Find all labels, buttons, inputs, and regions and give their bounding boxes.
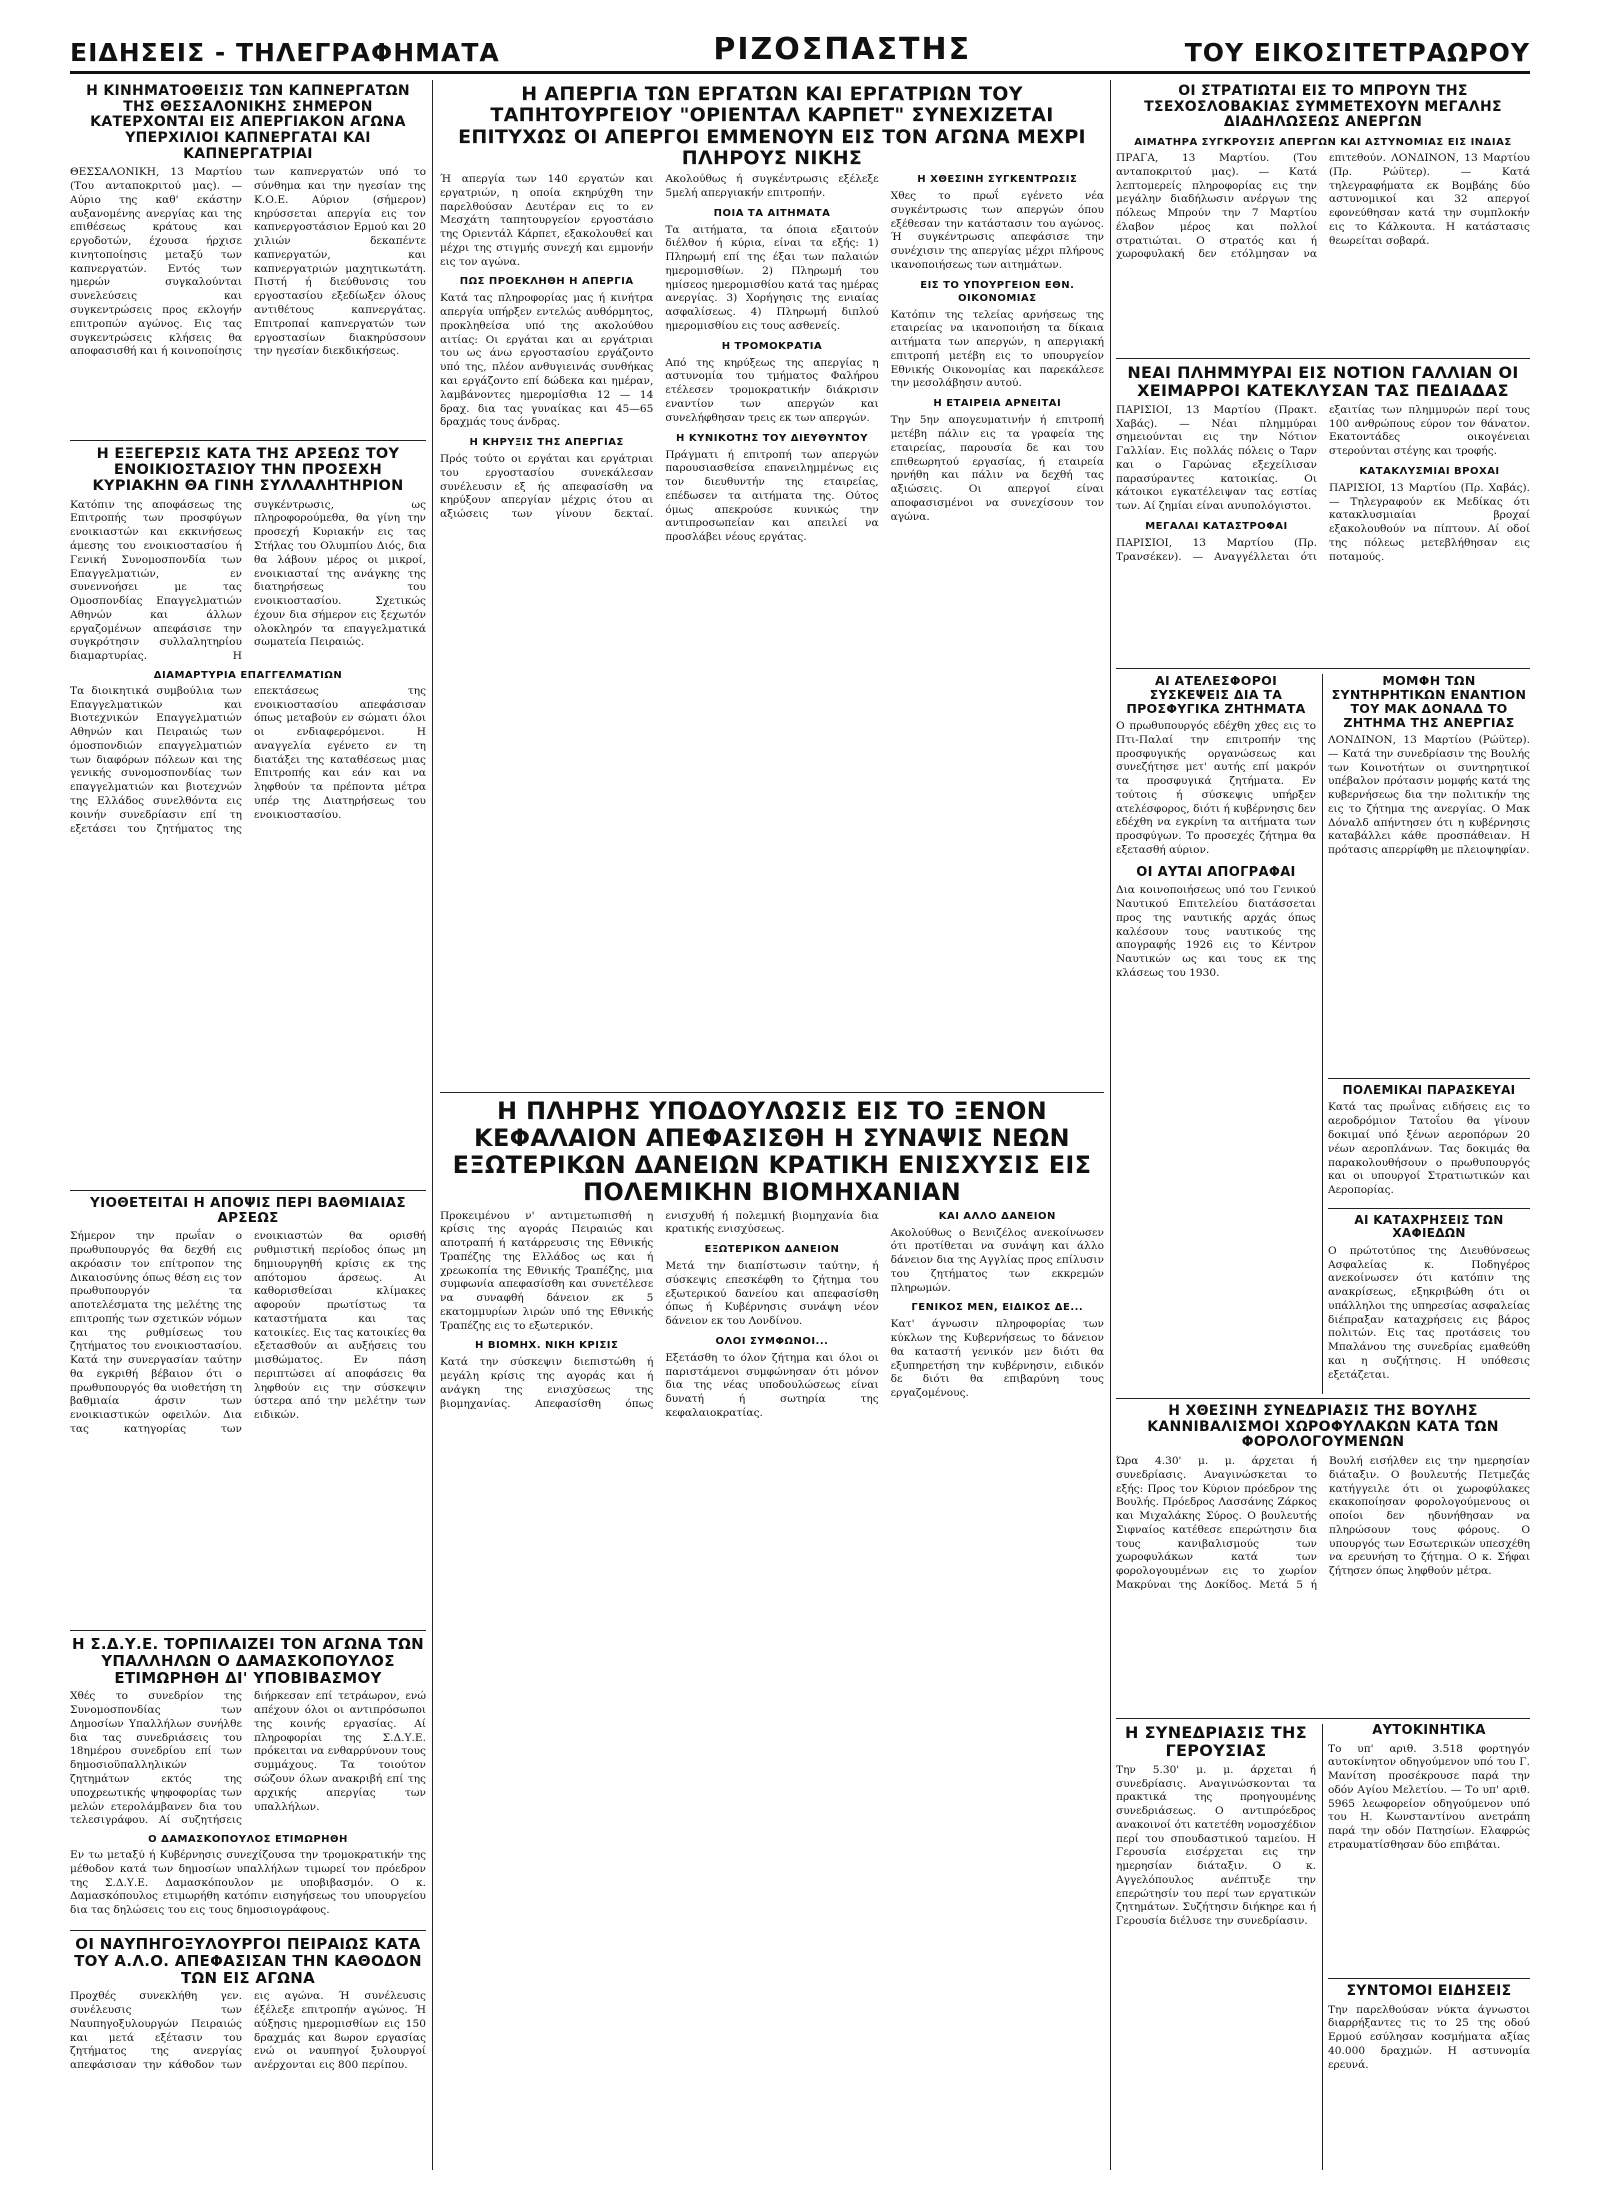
article-polemikai <box>1328 1084 1530 1204</box>
masthead <box>70 34 1530 74</box>
divider <box>70 1190 426 1191</box>
article-plimmyrai <box>1116 364 1530 664</box>
article-momfi <box>1328 674 1530 1074</box>
divider <box>1328 1978 1530 1979</box>
article-body: Εν τω μεταξύ ή Κυβέρνησις συνεχίζουσα την τρομοκρατικήν της μέθοδον κατά των δημοσίων υπαλλήλων τιμωρεί τον πρόεδρον της Σ.Δ.Υ.Ε. Δαμασκόπουλον με υποβιβασμόν. Ο κ. Δαμασκόπουλος ετιμωρήθη κατόπιν εισηγήσεως του υπουργείου δια τας δηλώσεις του εις τους δημοσιογράφους. <box>70 1849 426 1917</box>
headline: ΣΥΝΤΟΜΟΙ ΕΙΔΗΣΕΙΣ <box>1346 1984 1512 1999</box>
article-body: Ώρα 4.30' μ. μ. άρχεται ή συνεδρίασις. Αναγινώσκεται το εξής: Προς τον Κύριον πρόεδρον της Βουλής. Πρόεδρος Λασσάνης Ζάρκος και Μιχαλάκης Σύρος. Ο βουλευτής Σιφναίος κατέθεσε επερώτησιν δια τους κανιβαλισμούς των χωροφυλάκων κατά των φορολογουμένων εις το χωρίον Μακρύναι της Δοκίδος. Μετά 5 ή Βουλή εισήλθεν εις την ημερησίαν διάταξιν. Ο βουλευτής Πετμεζάς κατήγγειλε ότι οι χωροφύλακες εκακοποίησαν φορολογούμενους οι οποίοι δεν ηδυνήθησαν να πληρώσουν τους φόρους. Ο υπουργός των Εσωτερικών υπεσχέθη να ερευνήση το ζήτημα. Ο κ. Σήφαι ζήτησεν όπως ληφθούν μέτρα. <box>1116 1455 1530 1591</box>
article-body: ΠΑΡΙΣΙΟΙ, 13 Μαρτίου (Πρακτ. Χαβάς). — Νέαι πλημμύραι σημειούνται εις την Νότιον Γαλλίαν. Εις πολλάς πόλεις ο Ταρν και ο Γαρώνας εξεχείλισαν παρασύραντες κατοικίας. Οι κάτοικοι εγκατέλειψαν τας εστίας των. Αί ζημίαι είναι ανυπολόγιστοι. ΜΕΓΑΛΑΙ ΚΑΤΑΣΤΡΟΦΑΙ ΠΑΡΙΣΙΟΙ, 13 Μαρτίου (Πρ. Τρανσέκεν). — Αναγγέλλεται ότι εξαιτίας των πλημμυρών περί τους 100 ανθρώπους εύρον τον θάνατον. Εκατοντάδες οικογένειαι στερούνται στέγης και τροφής. ΚΑΤΑΚΛΥΣΜΙΑΙ ΒΡΟΧΑΙ ΠΑΡΙΣΙΟΙ, 13 Μαρτίου (Πρ. Χαβάς). — Τηλεγραφούν εκ Μεδίκας ότι κατακλυσμιαίαι βροχαί εξακολουθούν να πίπτουν. Αί οδοί της πόλεως μετεβλήθησαν εις ποταμούς. <box>1116 403 1530 563</box>
subheading: ΔΙΑΜΑΡΤΥΡΙΑ ΕΠΑΓΓΕΛΜΑΤΙΩΝ <box>153 669 343 681</box>
headline: Η Σ.Δ.Υ.Ε. ΤΟΡΠΙΛΑΙΖΕΙ ΤΟΝ ΑΓΩΝΑ ΤΩΝ ΥΠΑΛΛΗΛΩΝ Ο ΔΑΜΑΣΚΟΠΟΥΛΟΣ ΕΤΙΜΩΡΗΘΗ ΔΙ' ΥΠΟΒΙΒΑΣΜΟΥ <box>72 1636 424 1687</box>
divider <box>1328 1078 1530 1079</box>
column-rule <box>432 80 433 2170</box>
divider <box>70 1930 426 1931</box>
divider <box>1116 1718 1530 1719</box>
article-body: Την 5.30' μ. μ. άρχεται ή συνεδρίασις. Αναγινώσκονται τα πρακτικά της προηγουμένης συνεδριάσεως. Ο αντιπρόεδρος ανακοινοί ότι κατετέθη νομοσχέδιον περί του σπουδαστικού ταμείου. Η Γερουσία εισέρχεται εις την ημερησίαν διάταξιν. Ο κ. Αγγελόπουλος ανέπτυξε την επερώτησίν του περί των εργατικών ζητημάτων. Συζήτησιν διήκηρε και ή Γερουσία διέλυσε την συνεδρίασιν. <box>1116 1763 1316 1928</box>
headline: ΑΙ ΚΑΤΑΧΡΗΣΕΙΣ ΤΩΝ ΧΑΦΙΕΔΩΝ <box>1354 1214 1504 1241</box>
article-body: ΘΕΣΣΑΛΟΝΙΚΗ, 13 Μαρτίου (Του ανταποκριτού μας). — Αύριο της καθ' εκάστην αυξανομένης ανεργίας και της επιθέσεως κράτους και εργοδοτών, έχουσα ήρχισε κινητοποίησις μεταξύ των καπνεργατών. Εντός των ημερών συγκαλούνται συνελεύσεις και συγκεντρώσεις προς εκλογήν επιτροπών αγώνος. Εις τας συγκεντρώσεις κλήσεις θα αποφασισθή και ή κοινοποίησις των καπνεργατών υπό το σύνθημα και την ηγεσίαν της Κ.Ο.Ε. Αύριον (σήμερον) κηρύσσεται απεργία εις τον καπνεργοστάσιον Ερμού και 20 χιλιών δεκαπέντε καπνεργατών, και καπνεργατριών μαχητικωτάτη. Πιστή ή διεύθυνσις του εργοστασίου εξεδίωξεν όλους αντιθέτους καπνεργάτας. Επιτροπαί καπνεργατών των εργοστασίων διακηρύσσουν την ηγεσίαν διεκδικήσεως. <box>70 166 426 358</box>
headline: Η ΕΞΕΓΕΡΣΙΣ ΚΑΤΑ ΤΗΣ ΑΡΣΕΩΣ ΤΟΥ ΕΝΟΙΚΙΟΣΤΑΣΙΟΥ ΤΗΝ ΠΡΟΣΕΧΗ ΚΥΡΙΑΚΗΝ ΘΑ ΓΙΝΗ ΣΥΛΛΑΛΗΤΗΡΙΟΝ <box>92 446 404 495</box>
headline: ΥΙΟΘΕΤΕΙΤΑΙ Η ΑΠΟΨΙΣ ΠΕΡΙ ΒΑΘΜΙΑΙΑΣ ΑΡΣΕΩΣ <box>90 1196 406 1227</box>
headline: ΜΟΜΦΗ ΤΩΝ ΣΥΝΤΗΡΗΤΙΚΩΝ ΕΝΑΝΤΙΟΝ ΤΟΥ ΜΑΚ ΔΟΝΑΛΔ ΤΟ ΖΗΤΗΜΑ ΤΗΣ ΑΝΕΡΓΙΑΣ <box>1331 674 1527 730</box>
article-body: Την παρελθούσαν νύκτα άγνωστοι διαρρήξαντες τις το 25 της οδού Ερμού εσύλησαν κοσμήματα αξίας 40.000 δραχμών. Η αστυνομία ερευνά. <box>1328 2003 1530 2071</box>
divider <box>440 1092 1104 1093</box>
article-aftokinitika <box>1328 1724 1530 1974</box>
article-body: ΠΡΑΓΑ, 13 Μαρτίου. (Του ανταποκριτού μας). — Κατά λεπτομερείς πληροφορίας εις την μεγάλην διαδήλωσιν ανέργων της πόλεως Μπρούν την 7 Μαρτίου έλαβον μέρος και πολλοί στρατιώται. Ο στρατός και ή χωροφυλακή δεν ετόλμησαν να επιτεθούν. ΛΟΝΔΙΝΟΝ, 13 Μαρτίου (Πρ. Ρώϋτερ). — Κατά τηλεγραφήματα εκ Βομβάης δύο αστυνομικοί και 32 απεργοί εφονεύθησαν κατά την συμπλοκήν εις το Κάλκουτα. Η κατάστασις θεωρείται σοβαρά. <box>1116 152 1530 261</box>
article-xthesini <box>1116 1404 1530 1714</box>
article-gerousia <box>1116 1724 1316 2170</box>
article-body: ΛΟΝΔΙΝΟΝ, 13 Μαρτίου (Ρώϋτερ). — Κατά την συνεδρίασιν της Βουλής των Κοινοτήτων οι συντηρητικοί υπέβαλον πρότασιν μομφής κατά της κυβερνήσεως δια την πολιτικήν της εις το ζήτημα της ανεργίας. Ο Μακ Δόναλδ απήντησεν ότι η κυβέρνησις καταβάλλει κάθε προσπάθειαν. Η πρότασις απερρίφθη με πλειοψηφίαν. <box>1328 734 1530 857</box>
article-ypodoulosis <box>440 1098 1104 2170</box>
article-body: Δια κοινοποιήσεως υπό του Γενικού Ναυτικού Επιτελείου διατάσσεται προς της ναυτικής αρχάς όπως καλέσουν τους ναυτικούς της απογραφής 1926 εις το Κέντρον Ναυτικών ως και τους εκ της κλάσεως του 1930. <box>1116 884 1316 979</box>
article-nafpigoxylourgoi <box>70 1936 426 2170</box>
article-body: Προχθές συνεκλήθη γεν. συνέλευσις των Ναυπηγοξυλουργών Πειραιώς και μετά εξέτασιν του ζητήματος της ανεργίας απεφάσισαν την κάθοδον των εις αγώνα. Ή συνέλευσις έξέλεξε επιτροπήν αγώνος. Ή αύξησις ημερομισθίων εις 150 δραχμάς και 8ωρον εργασίας ενώ οι ναυπηγοί ξυλουργοί ανέρχονται εις 800 περίπου. <box>70 1990 426 2072</box>
headline: ΟΙ ΣΤΡΑΤΙΩΤΑΙ ΕΙΣ ΤΟ ΜΠΡΟΥΝ ΤΗΣ ΤΣΕΧΟΣΛΟΒΑΚΙΑΣ ΣΥΜΜΕΤΕΧΟΥΝ ΜΕΓΑΛΗΣ ΔΙΑΔΗΛΩΣΕΩΣ ΑΝΕΡΓΩΝ <box>1144 84 1502 131</box>
article-body: Προκειμένου ν' αντιμετωπισθή η κρίσις της αγοράς Πειραιώς και αποτραπή ή κατάρρευσις της Εθνικής Τραπέζης της Ελλάδος ως και ή χρεωκοπία της Εθνικής Τραπέζης, μια συμφωνία απεφασίσθη και συνετέλεσε να συναφθή δάνειον εκ 5 εκατομμυρίων λιρών υπό της Εθνικής Τραπέζης εις το εξωτερικόν. Η ΒΙΟΜΗΧ. ΝΙΚΗ ΚΡΙΣΙΣ Κατά την σύσκεψιν διεπιστώθη ή μεγάλη κρίσις της αγοράς και ή ανάγκη της ενισχύσεως της βιομηχανίας. Απεφασίσθη όπως ενισχυθή ή πολεμική βιομηχανία δια κρατικής ενισχύσεως. ΕΞΩΤΕΡΙΚΟΝ ΔΑΝΕΙΟΝ Μετά την διαπίστωσιν ταύτην, ή σύσκεψις επεσκέφθη το ζήτημα του εξωτερικού δανείου και απεφασίσθη όπως ή Κυβέρνησις συνάψη νέον δάνειον εκ του Λονδίνου. ΟΛΟΙ ΣΥΜΦΩΝΟΙ... Εξετάσθη το όλον ζήτημα και όλοι οι παριστάμενοι συμφώνησαν ότι μόνον δια της νέας υποδουλώσεως είναι δυνατή ή σωτηρία της κεφαλαιοκρατίας. ΚΑΙ ΑΛΛΟ ΔΑΝΕΙΟΝ Ακολούθως ο Βενιζέλος ανεκοίνωσεν ότι προτίθεται να συνάψη και άλλο δάνειον δια της Αγγλίας προς επίλυσιν του ζητήματος των εκκρεμών πληρωμών. ΓΕΝΙΚΟΣ ΜΕΝ, ΕΙΔΙΚΟΣ ΔΕ... Κατ' άγνωσιν πληροφορίας των κύκλων της Κυβερνήσεως το δάνειον θα καταστή γενικόν μεν διότι θα εξυπηρετήση την κυβέρνησιν, ειδικόν δε διότι θα επιβαρύνη τους εργαζομένους. <box>440 1209 1104 1419</box>
newspaper-page <box>70 80 1530 2170</box>
article-body: Ο πρώτοτύπος της Διευθύνσεως Ασφαλείας κ. Ποδηγέρος ανεκοίνωσεν ότι κατόπιν της ανακρίσεως, εξηκριβώθη ότι οι υπάλληλοι της υπηρεσίας ασφαλείας διέπραξαν καταχρήσεις εις βάρος πολιτών. Εις τας προτάσεις του Μπαλάνου της συνεδρίας εμαθεύθη και η συζήτησις. Η υπόθεσις εξετάζεται. <box>1328 1244 1530 1381</box>
divider <box>1116 1398 1530 1399</box>
headline: Η ΧΘΕΣΙΝΗ ΣΥΝΕΔΡΙΑΣΙΣ ΤΗΣ ΒΟΥΛΗΣ ΚΑΝΝΙΒΑΛΙΣΜΟΙ ΧΩΡΟΦΥΛΑΚΩΝ ΚΑΤΑ ΤΩΝ ΦΟΡΟΛΟΓΟΥΜΕΝΩΝ <box>1147 1404 1499 1451</box>
article-body: Ή απεργία των 140 εργατών και εργατριών, η οποία εκηρύχθη την παρελθούσαν Δευτέραν εις το εν Μεσχάτη ταπητουργείον εργοστάσιο της Οριεντάλ Κάρπετ, εξακολουθεί και μέχρι της στιγμής συνεχή και εμμονήν εις τον αγώνα. ΠΩΣ ΠΡΟΕΚΛΗΘΗ Η ΑΠΕΡΓΙΑ Κατά τας πληροφορίας μας ή κινήτρα απεργία υπήρξεν εντελώς αυθόρμητος, προκληθείσα υπό της ακολούθου αιτίας: Οι εργάται και αι εργάτριαι του ως άνω εργοστασίου εργάζοντο υπό της, πλέον ανθυγιεινάς συνθήκας και εργάζοντο επί δώδεκα και ημέραν, λαμβάνοντες ημερομίσθια 12 — 14 δραχ. δια τας γυναίκας και 45—65 δραχμάς τους άνδρας. Η ΚΗΡΥΞΙΣ ΤΗΣ ΑΠΕΡΓΙΑΣ Πρός τούτο οι εργάται και εργάτριαι του εργοστασίου συνεκάλεσαν συνέλευσιν εξ ής απεφασίσθη να κηρύξουν απεργίαν μέχρις ότου αι αξιώσεις των γίνουν δεκταί. Ακολούθως ή συγκέντρωσις εξέλεξε 5μελή απεργιακήν επιτροπήν. ΠΟΙΑ ΤΑ ΑΙΤΗΜΑΤΑ Τα αιτήματα, τα όποια εξαιτούν διέλθον ή κύρια, είναι τα εξής: 1) Πληρωμή επί της έξαι των παλαιών ημερομισθίων. 2) Πληρωμή του ημίσεος ημερομισθίου κατά τας ημέρας ανεργίας. 3) Χορήγησις της ενιαίας ασφαλίσεως. 4) Πληρωμή διπλού ημερομισθίου εις τους ασθενείς. Η ΤΡΟΜΟΚΡΑΤΙΑ Από της κηρύξεως της απεργίας η αστυνομία του τμήματος Φαλήρου ετέλεσεν τρομοκρατικήν διάκρισιν εναντίον των απεργών και συνελήφθησαν τρεις εκ των απεργών. Η ΚΥΝΙΚΟΤΗΣ ΤΟΥ ΔΙΕΥΘΥΝΤΟΥ Πράγματι ή επιτροπή των απεργών παρουσιασθείσα επανειλημμένως εις τον διευθυντήν της εταιρείας, επέδωσεν τα αιτήματα της. Ούτος όμως απεκρούσε κυνικώς την αντιπροσωπείαν και απειλεί να προσλάβει νέους εργάτας. Η ΧΘΕΣΙΝΗ ΣΥΓΚΕΝΤΡΩΣΙΣ Χθες το πρωΐ εγένετο νέα συγκέντρωσις των απεργών όπου εξέθεσαν την κατάστασιν του αγώνος. Ή συγκέντρωσις απεφάσισε την συνέχισιν της απεργίας μέχρι πλήρους ικανοποιήσεως των αιτημάτων. ΕΙΣ ΤΟ ΥΠΟΥΡΓΕΙΟΝ ΕΘΝ. ΟΙΚΟΝΟΜΙΑΣ Κατόπιν της τελείας αρνήσεως της εταιρείας να ικανοποιήση τα δίκαια αιτήματα των απεργών, η απεργιακή επιτροπή μετέβη εις το υπουργείον Εθνικής Οικονομίας και παρεκάλεσε την μεσολάβησιν αυτού. Η ΕΤΑΙΡΕΙΑ ΑΡΝΕΙΤΑΙ Την 5ην απογευματινήν ή επιτροπή μετέβη πάλιν εις τα γραφεία της εταιρείας, παρουσία δε και του επιθεωρητού εργασίας, ή εταιρεία ηρνήθη και πάλιν να δεχθή τας αξιώσεις. Οι απεργοί είναι αποφασισμένοι να συνεχίσουν τον αγώνα. <box>440 173 1104 544</box>
headline: ΟΙ ΝΑΥΠΗΓΟΞΥΛΟΥΡΓΟΙ ΠΕΙΡΑΙΩΣ ΚΑΤΑ ΤΟΥ Α.Λ.Ο. ΑΠΕΦΑΣΙΣΑΝ ΤΗΝ ΚΑΘΟΔΟΝ ΤΩΝ ΕΙΣ ΑΓΩΝΑ <box>74 1936 422 1987</box>
column-rule <box>1322 1724 1323 2170</box>
column-rule <box>1322 674 1323 1394</box>
headline: ΑΥΤΟΚΙΝΗΤΙΚΑ <box>1372 1724 1486 1738</box>
article-body: Το υπ' αριθ. 3.518 φορτηγόν αυτοκίνητον οδηγούμενον υπό του Γ. Μανίτση προσέκρουσε παρά την οδόν Αγίου Μελετίου. — Το υπ' αριθ. 5965 λεωφορείον οδηγούμενον υπό του Η. Κωνσταντίνου ανετράπη παρά την οδόν Πατησίων. Ελαφρώς ετραυματίσθησαν δύο επιβάται. <box>1328 1742 1530 1851</box>
divider <box>1328 1208 1530 1209</box>
divider <box>1116 668 1530 669</box>
article-body: Κατόπιν της αποφάσεως της Επιτροπής των προσφύγων ενοικιαστών και εκκινήσεως άμεσης του ενοικιοστασίου ή Γενική Συνομοσπονδία των Επαγγελματιών, εν συνεννοήσει με τας Ομοσπονδίας Επαγγελματιών Αθηνών και άλλων εργαζομένων απεφάσισε την συγκρότησιν συλλαλητηρίου διαμαρτυρίας. Η συγκέντρωσις, ως πληροφορούμεθα, θα γίνη την προσεχή Κυριακήν εις τας Στήλας του Ολυμπίου Διός, δια θα λάβουν μέρος οι μικροί, ενοικιασταί της ανάγκης της διατηρήσεως του ενοικιοστασίου. Σχετικώς έχουν δια σήμερον εις ξεχωτόν ολοκληρόν τα επαγγελματικά σωματεία Πειραιώς. <box>70 498 426 663</box>
article-ypothetetai <box>70 1196 426 1626</box>
article-katachriseis <box>1328 1214 1530 1394</box>
divider <box>70 1630 426 1631</box>
newspaper-title: ΡΙΖΟΣΠΑΣΤΗΣ <box>713 32 972 67</box>
article-body: Σήμερον την πρωΐαν ο πρωθυπουργός θα δεχθή εις ακρόασιν τον επίτροπον της Δικαιοσύνης όπως θέση εις τον πρωθυπουργόν τα αποτελέσματα της μελέτης της επιτροπής των σχετικών νόμων και της ρυθμίσεως του ζητήματος του ενοικιοστασίου. Κατά την συνεργασίαν ταύτην θα εγκριθή βέβαιον ότι ο πρωθυπουργός θα υιοθετήση τη βαθμιαία άρσιν των ενοικιαστικών οφειλών. Δια τας κατηγορίας των ενοικιαστών θα ορισθή ρυθμιστική περίοδος όπως μη δημιουργηθή κρίσις εκ της απότομου άρσεως. Αι καθορισθείσαι κλίμακες αφορούν πρωτίστως τα καταστήματα και τας κατοικίες. Εις τας κατοικίες θα εξετασθούν αι αυξήσεις του μισθώματος. Εν πάση περιπτώσει αί αποφάσεις θα ληφθούν εις την σύσκεψιν ύστερα από την μελέτην των ειδικών. <box>70 1230 426 1435</box>
subheading: ΟΙ ΑΥΤΑΙ ΑΠΟΓΡΑΦΑΙ <box>1136 864 1296 880</box>
subheading: Ο ΔΑΜΑΣΚΟΠΟΥΛΟΣ ΕΤΙΜΩΡΗΘΗ <box>148 1834 348 1846</box>
article-atelesfori <box>1116 674 1316 1394</box>
divider <box>70 440 426 441</box>
headline: Η ΣΥΝΕΔΡΙΑΣΙΣ ΤΗΣ ΓΕΡΟΥΣΙΑΣ <box>1125 1724 1307 1760</box>
headline: Η ΠΛΗΡΗΣ ΥΠΟΔΟΥΛΩΣΙΣ ΕΙΣ ΤΟ ΞΕΝΟΝ ΚΕΦΑΛΑΙΟΝ ΑΠΕΦΑΣΙΣΘΗ Η ΣΥΝΑΨΙΣ ΝΕΩΝ ΕΞΩΤΕΡΙΚΩΝ ΔΑΝΕΙΩΝ ΚΡΑΤΙΚΗ ΕΝΙΣΧΥΣΙΣ ΕΙΣ ΠΟΛΕΜΙΚΗΝ ΒΙΟΜΗΧΑΝΙΑΝ <box>452 1098 1092 1206</box>
column-rule <box>1110 80 1111 2170</box>
section-title: ΕΙΔΗΣΕΙΣ - ΤΗΛΕΓΡΑΦΗΜΑΤΑ <box>70 38 500 67</box>
divider <box>1116 358 1530 359</box>
article-kinimatografoi <box>70 84 426 434</box>
headline: ΑΙ ΑΤΕΛΕΣΦΟΡΟΙ ΣΥΣΚΕΨΕΙΣ ΔΙΑ ΤΑ ΠΡΟΣΦΥΓΙΚΑ ΖΗΤΗΜΑΤΑ <box>1126 674 1306 716</box>
headline: ΝΕΑΙ ΠΛΗΜΜΥΡΑΙ ΕΙΣ ΝΟΤΙΟΝ ΓΑΛΛΙΑΝ ΟΙ ΧΕΙΜΑΡΡΟΙ ΚΑΤΕΚΛΥΣΑΝ ΤΑΣ ΠΕΔΙΑΔΑΣ <box>1127 364 1519 400</box>
headline: Η ΚΙΝΗΜΑΤΟΘΕΙΣΙΣ ΤΩΝ ΚΑΠΝΕΡΓΑΤΩΝ ΤΗΣ ΘΕΣΣΑΛΟΝΙΚΗΣ ΣΗΜΕΡΟΝ ΚΑΤΕΡΧΟΝΤΑΙ ΕΙΣ ΑΠΕΡΓΙΑΚΟΝ ΑΓΩΝΑ ΥΠΕΡΧΙΛΙΟΙ ΚΑΠΝΕΡΓΑΤΑΙ ΚΑΙ ΚΑΠΝΕΡΓΑΤΡΙΑΙ <box>86 84 410 162</box>
article-sdye <box>70 1636 426 1926</box>
article-body: Τα διοικητικά συμβούλια των Επαγγελματικών και Βιοτεχνικών Επαγγελματιών Αθηνών και Πειραιώς των όμοσπονδιών επαγγελματιών των διαφόρων πόλεων και της γενικής συνομοσπονδίας των επαγγελματιών και βιοτεχνών της Ελλάδος συνελθόντα εις κοινήν συνεδρίασιν επί τη εξετάσει του ζητήματος της επεκτάσεως της ενοικιοστασίου απεφάσισαν όπως μεταβούν εν σώματι όλοι οι ενδιαφερόμενοι. Η αναγγελία εγένετο εν τη διατάξει της καταθέσεως μιας Επιτροπής και εάν και να ληφθούν τα πρέποντα μέτρα υπέρ της Διατηρήσεως του ενοικιοστασίου. <box>70 684 426 835</box>
article-body: Κατά τας πρωΐνας ειδήσεις εις το αεροδρόμιον Τατοΐου θα γίνουν δοκιμαί υπό ξένων αεροπόρων 20 νέων αεροπλάνων. Τας δοκιμάς θα παρακολουθήσουν ο πρωθυπουργός και οι υπουργοί Στρατιωτικών και Αεροπορίας. <box>1328 1101 1530 1197</box>
article-body: Χθές το συνεδρίον της Συνομοσπονδίας των Δημοσίων Υπαλλήλων συνήλθε δια τας συνεδριάσεις του 18ημέρου συνεδρίου επί των δημοσιοϋπαλληλικών ζητημάτων εκτός της υποχρεωτικής ψηφοφορίας των μελών ετερολάμβανεν δια του τελεσιγράφου. Αί συζητήσεις διήρκεσαν επί τετράωρον, ενώ απέχουν όλοι οι αντιπρόσωποι της κοινής εργασίας. Αί πληροφορίαι της Σ.Δ.Υ.Ε. πρόκειται να ενθαρρύνουν τους συμμάχους. Τα τοιούτον σώζουν όλων ανακριβή επί της αρχικής απεργίας των υπαλλήλων. <box>70 1690 426 1827</box>
article-syntomoi <box>1328 1984 1530 2170</box>
edition-title: ΤΟΥ ΕΙΚΟΣΙΤΕΤΡΑΩΡΟΥ <box>1184 38 1530 67</box>
subheading: ΑΙΜΑΤΗΡΑ ΣΥΓΚΡΟΥΣΙΣ ΑΠΕΡΓΩΝ ΚΑΙ ΑΣΤΥΝΟΜΙΑΣ ΕΙΣ ΙΝΔΙΑΣ <box>1134 137 1512 149</box>
headline: ΠΟΛΕΜΙΚΑΙ ΠΑΡΑΣΚΕΥΑΙ <box>1342 1084 1516 1097</box>
article-body: Ο πρωθυπουργός εδέχθη χθες εις το Πτι-Παλαί την επιτροπήν της προσφυγικής οργανώσεως και συνεζήτησε μετ' αυτής επί μακρόν τα προσφυγικά ζητήματα. Εν τούτοις ή σύσκεψις υπήρξεν ατελέσφορος, διότι ή κυβέρνησις δεν εδέχθη να εγκρίνη τα αιτήματα των προσφύγων. Το προσεχές ζήτημα θα εξετασθή αύριον. <box>1116 720 1316 856</box>
article-ekseersis <box>70 446 426 1186</box>
article-stratiotai <box>1116 84 1530 354</box>
article-apergia <box>440 84 1104 1089</box>
headline: Η ΑΠΕΡΓΙΑ ΤΩΝ ΕΡΓΑΤΩΝ ΚΑΙ ΕΡΓΑΤΡΙΩΝ ΤΟΥ ΤΑΠΗΤΟΥΡΓΕΙΟΥ "ΟΡΙΕΝΤΑΛ ΚΑΡΠΕΤ" ΣΥΝΕΧΙΖΕΤΑΙ ΕΠΙΤΥΧΩΣ ΟΙ ΑΠΕΡΓΟΙ ΕΜΜΕΝΟΥΝ ΕΙΣ ΤΟΝ ΑΓΩΝΑ ΜΕΧΡΙ ΠΛΗΡΟΥΣ ΝΙΚΗΣ <box>458 84 1086 169</box>
